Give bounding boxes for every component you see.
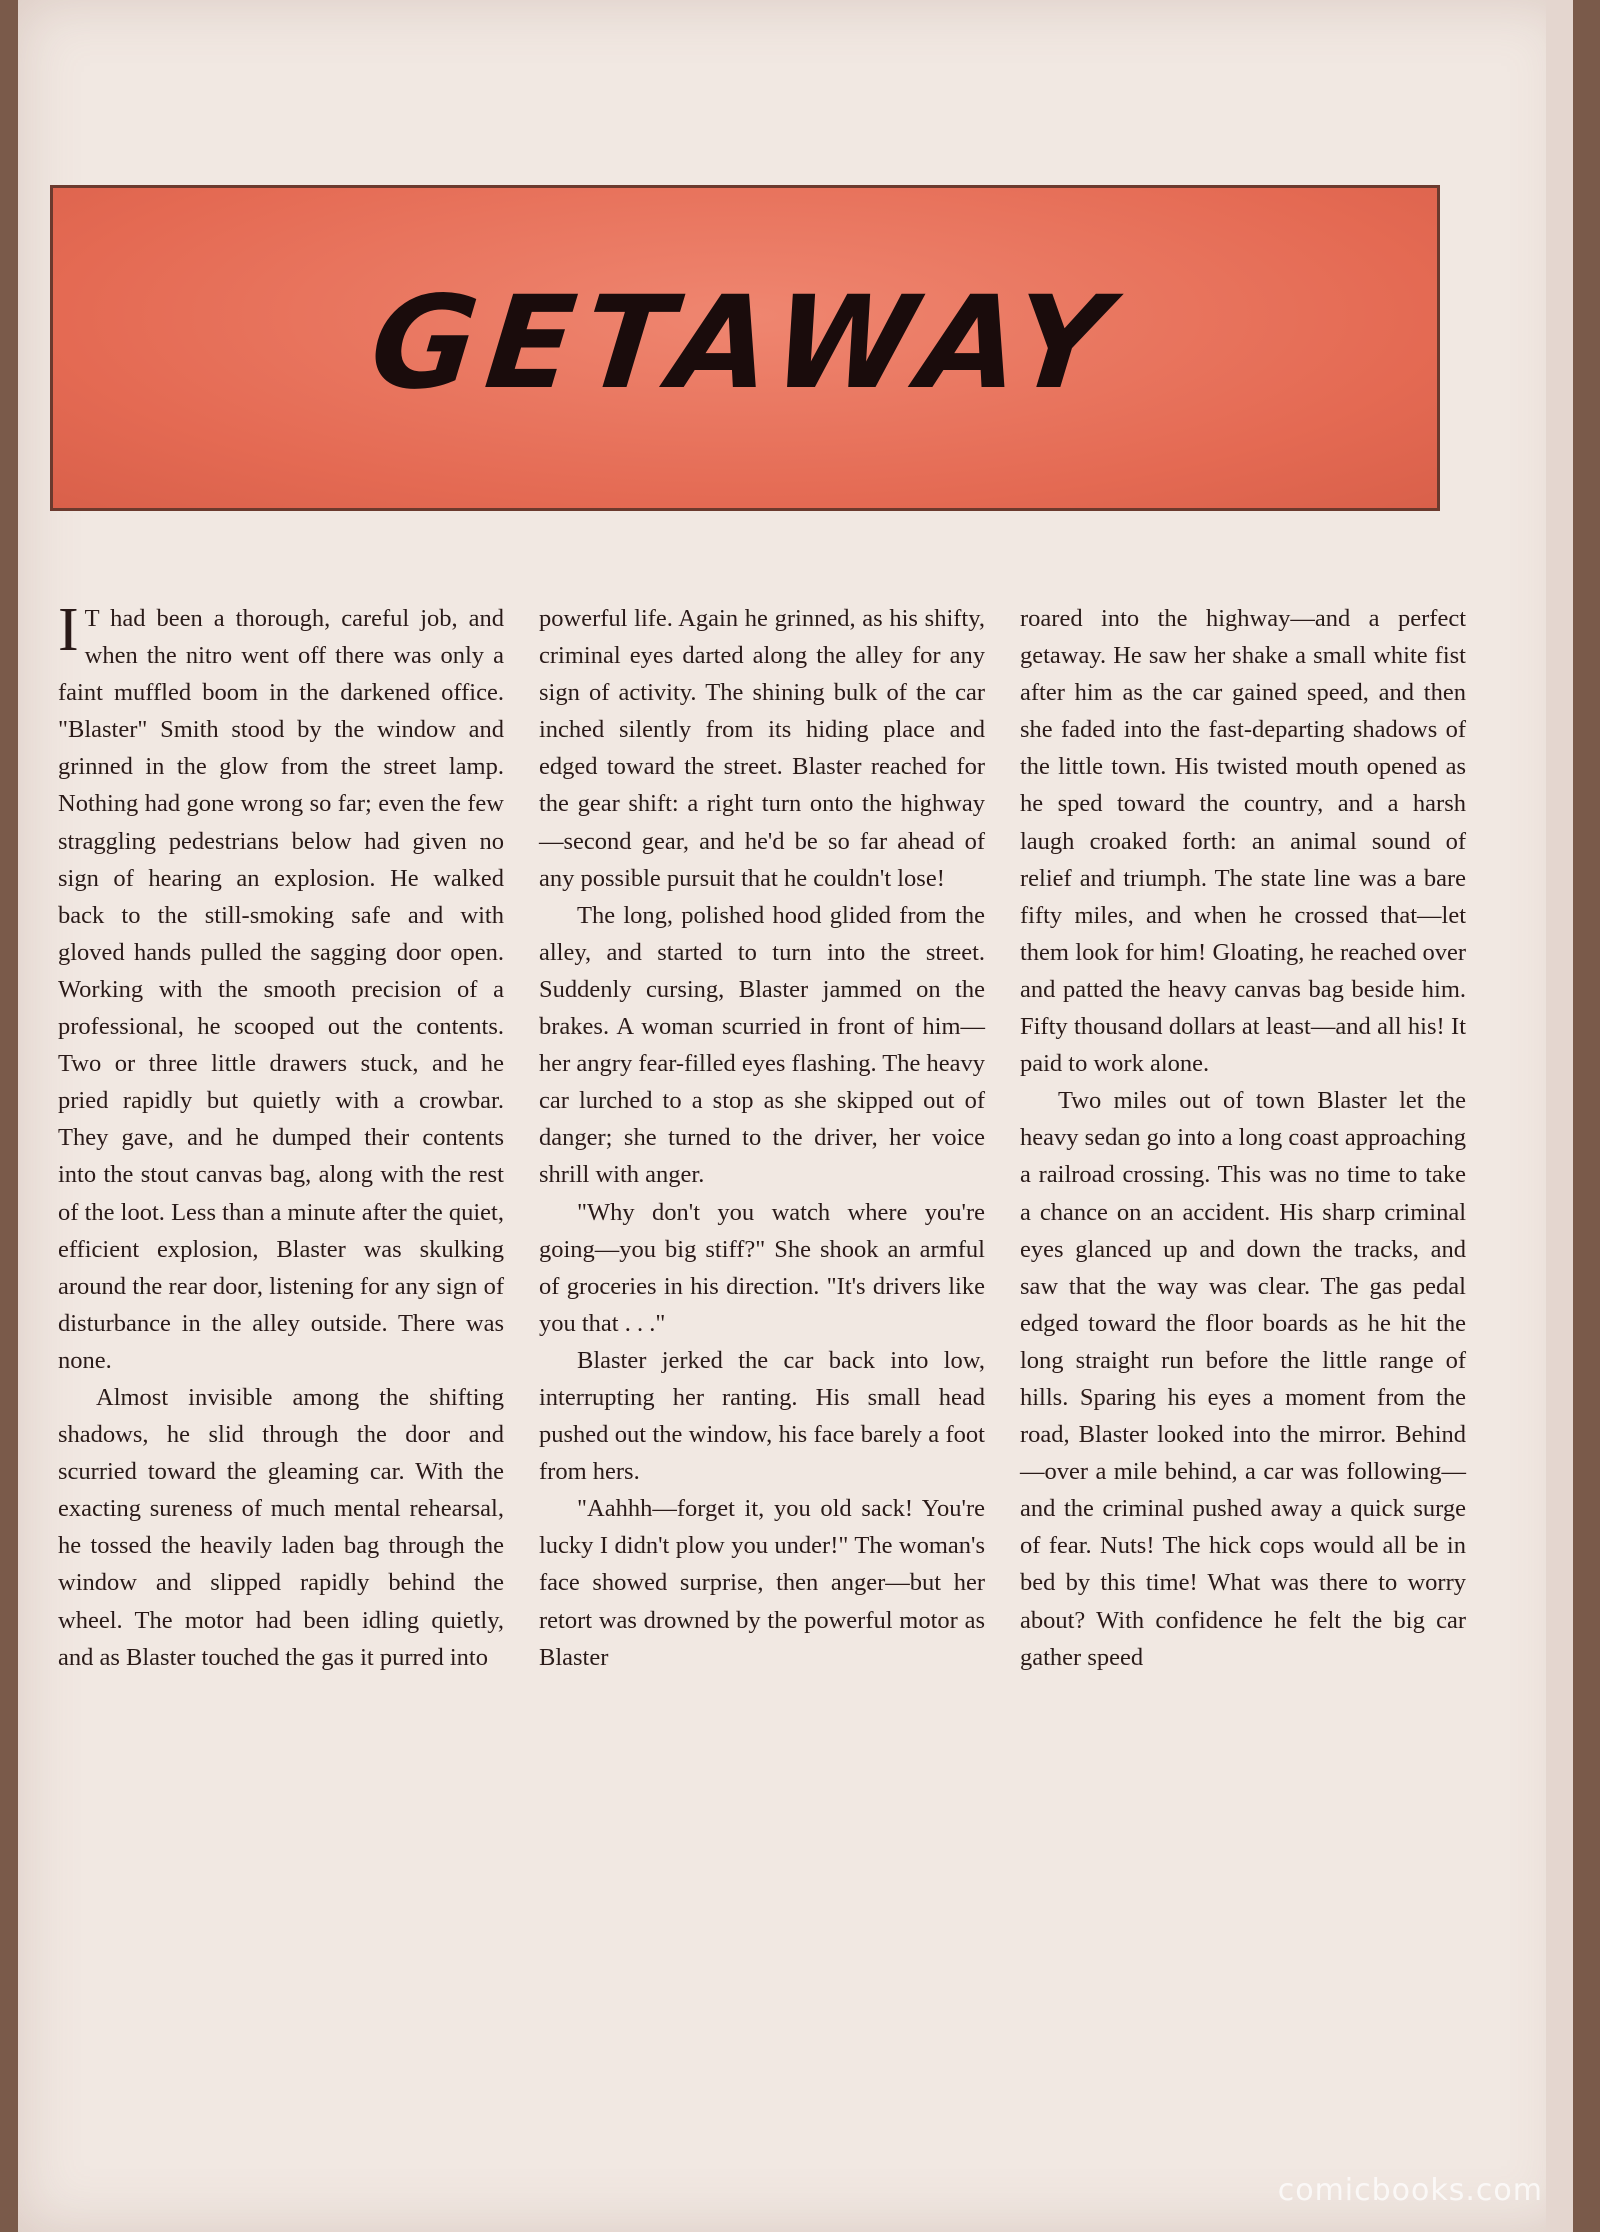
column-1 xyxy=(58,596,504,2050)
magazine-page xyxy=(18,0,1573,2232)
text-columns xyxy=(58,596,1466,2050)
drop-cap: I xyxy=(58,596,79,664)
story-title: GETAWAY xyxy=(364,268,1126,418)
paragraph: powerful life. Again he grinned, as his shifty, criminal eyes darted along the alley for any sign of activity. The shining bulk of the car inched silently from its hiding place and edged toward the street. Blaster reached for the gear shift: a right turn onto the highway—second gear, and he'd be so far ahead of any possible pursuit that he couldn't lose! xyxy=(539,605,985,892)
page-edge xyxy=(1546,0,1573,2232)
title-banner xyxy=(50,185,1440,511)
paragraph: "Why don't you watch where you're going—you big stiff?" She shook an armful of groceries in his direction. "It's drivers like you that . . ." xyxy=(539,1198,985,1337)
column-3 xyxy=(1020,600,1466,2050)
column-2 xyxy=(539,600,985,2050)
paragraph: roared into the highway—and a perfect getaway. He saw her shake a small white fist after him as the car gained speed, and then she faded into the fast-departing shadows of the little town. His twisted mouth opened as he sped toward the country, and a harsh laugh croaked forth: an animal sound of relief and triumph. The state line was a bare fifty miles, and when he crossed that—let them look for him! Gloating, he reached over and patted the heavy canvas bag beside him. Fifty thousand dollars at least—and all his! It paid to work alone. xyxy=(1020,605,1466,1078)
paragraph: Two miles out of town Blaster let the heavy sedan go into a long coast approaching a railroad crossing. This was no time to take a chance on an accident. His sharp criminal eyes glanced up and down the tracks, and saw that the way was clear. The gas pedal edged toward the floor boards as he hit the long straight run before the little range of hills. Sparing his eyes a moment from the road, Blaster looked into the mirror. Behind—over a mile behind, a car was following—and the criminal pushed away a quick surge of fear. Nuts! The hick cops would all be in bed by this time! What was there to worry about? With confidence he felt the big car gather speed xyxy=(1020,1087,1466,1671)
paragraph: "Aahhh—forget it, you old sack! You're lucky I didn't plow you under!" The woman's face showed surprise, then anger—but her retort was drowned by the powerful motor as Blaster xyxy=(539,1495,985,1671)
watermark: comicbooks.com xyxy=(1277,2173,1543,2208)
paragraph: The long, polished hood glided from the alley, and started to turn into the street. Suddenly cursing, Blaster jammed on the brakes. A woman scurried in front of him—her angry fear-filled eyes flashing. The heavy car lurched to a stop as she skipped out of danger; she turned to the driver, her voice shrill with anger. xyxy=(539,901,985,1189)
paragraph: Blaster jerked the car back into low, interrupting her ranting. His small head pushed out the window, his face barely a foot from hers. xyxy=(539,1346,985,1486)
paragraph: Almost invisible among the shifting shadows, he slid through the door and scurried toward the gleaming car. With the exacting sureness of much mental rehearsal, he tossed the heavily laden bag through the window and slipped rapidly behind the wheel. The motor had been idling quietly, and as Blaster touched the gas it purred into xyxy=(58,1383,504,1671)
paragraph xyxy=(58,596,504,1379)
paragraph-text: T had been a thorough, careful job, and when the nitro went off there was only a faint muffled boom in the darkened office. "Blaster" Smith stood by the window and grinned in the glow from the street lamp. Nothing had gone wrong so far; even the few straggling pedestrians below had given no sign of hearing an explosion. He walked back to the still-smoking safe and with gloved hands pulled the sagging door open. Working with the smooth precision of a professional, he scooped out the contents. Two or three little drawers stuck, and he pried rapidly but quietly with a crowbar. They gave, and he dumped their contents into the stout canvas bag, along with the rest of the loot. Less than a minute after the quiet, efficient explosion, Blaster was skulking around the rear door, listening for any sign of disturbance in the alley outside. There was none. xyxy=(58,605,504,1374)
